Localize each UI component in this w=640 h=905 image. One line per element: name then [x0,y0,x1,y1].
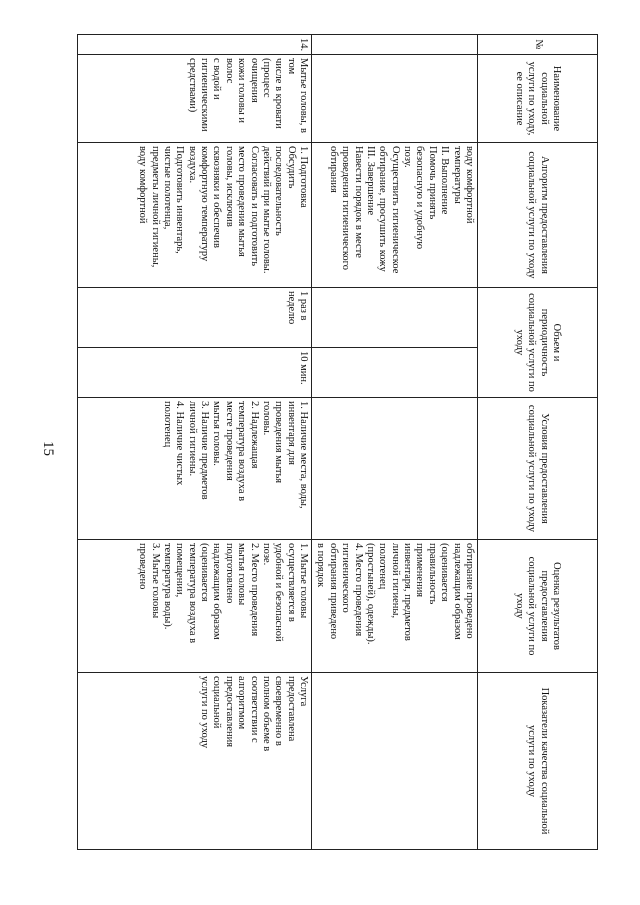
services-table [77,34,598,850]
rotated-table-wrapper [82,34,598,849]
header-conditions: Условия предоставления социальной услуги по уходу [478,398,598,540]
page-number: 15 [40,441,56,456]
cont-evaluation-cell: обтирание проведено надлежащим образом (оценивается правильность применения инвентаря, предметов личной гигиены, полотенец (простыней), одежды). 4. Место проведения гигиенического обтирания приведено в порядок [312,540,478,673]
header-quality: Показатели качества социальной услуги по уходу [478,673,598,850]
cont-name-cell [312,55,478,143]
header-algorithm: Алгоритм предоставления социальной услуги по уходу [478,143,598,288]
header-name: Наименование социальной услуги по уходу, ее описание [478,55,598,143]
row14-periodicity-cell: 1 раз в неделю [78,288,312,348]
header-num: № [478,35,598,55]
row14-name-cell: Мытье головы, в том числе в кровати (процесс очищения кожи головы и волос с водой и гигиеническими средствами) [78,55,312,143]
row14-evaluation-cell: 1. Мытье головы осуществляется в удобной и безопасной позе. 2. Место проведения мытья головы подготовлено надлежащим образом (оценивается температура воздуха в помещении, температура воды). 3. Мытье головы проведено [78,540,312,673]
row14-num-cell: 14. [78,35,312,55]
row14-algorithm-cell: 1. Подготовка Обсудить последовательность действий при мытье головы. Согласовать и подготовить место проведения мытья головы, исключив сквозняки и обеспечив комфортную температуру воздуха. Подготовить инвентарь, чистые полотенца, предметы личной гигиены, воду комфортной [78,143,312,288]
cont-num-cell [312,35,478,55]
cont-quality-cell [312,673,478,850]
header-evaluation: Оценка результатов предоставления социальной услуги по уходу [478,540,598,673]
cont-conditions-cell [312,398,478,540]
row14-conditions-cell: 1. Наличие места, воды, инвентаря для проведения мытья головы. 2. Надлежащая температура воздуха в месте проведения мытья головы. 3. Наличие предметов личной гигиены. 4. Наличие чистых полотенец [78,398,312,540]
table-row-continuation [312,35,478,850]
row14-duration-cell: 10 мин. [78,348,312,398]
cont-periodicity-cell [312,288,478,348]
cont-algorithm-cell: воду комфортной температуры II. Выполнение Помочь принять безопасную и удобную позу. Осуществить гигиеническое обтирание, просушить кожу III. Завершение Навести порядок в месте проведения гигиенического обтирания [312,143,478,288]
table-header-row [478,35,598,850]
header-volume: Объем и периодичность социальной услуги по уходу [478,288,598,398]
row14-quality-cell: Услуга предоставлена своевременно в полном объеме в соответствии с алгоритмом предоставления социальной услуги по уходу [78,673,312,850]
cont-duration-cell [312,348,478,398]
table-row-14 [78,35,312,850]
